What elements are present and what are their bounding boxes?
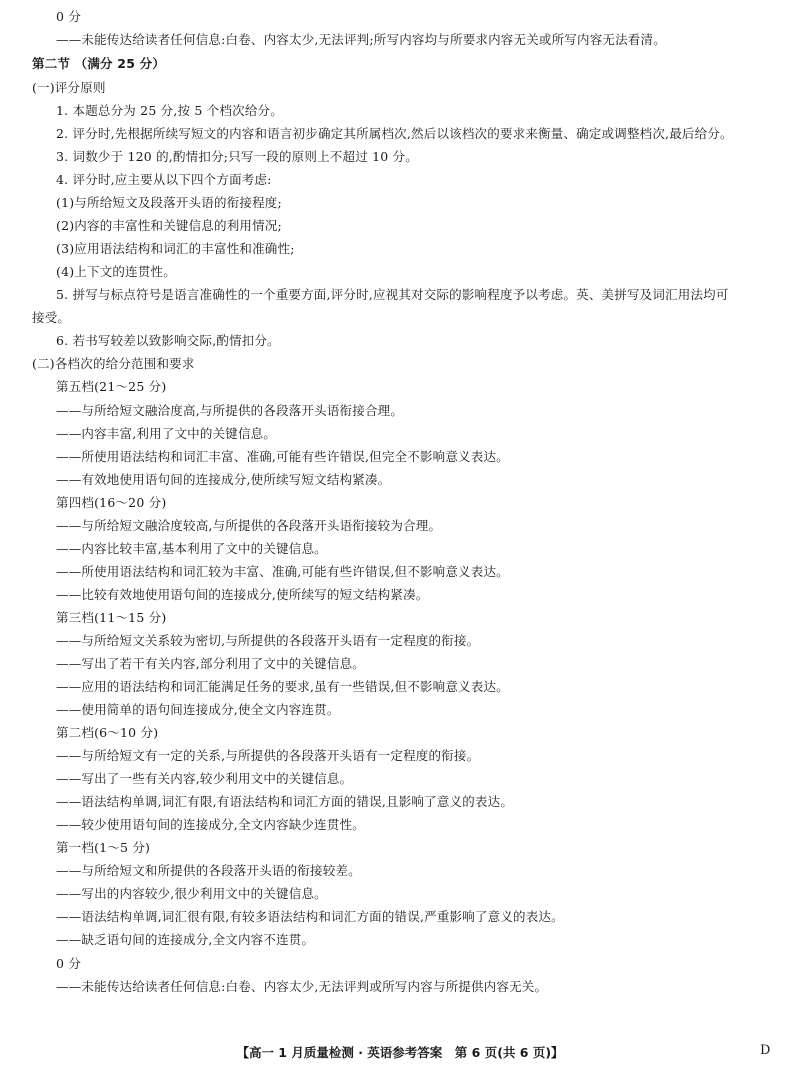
- principle-item: 4. 评分时,应主要从以下四个方面考虑:: [56, 172, 272, 187]
- criteria-line: ——未能传达给读者任何信息:白卷、内容太少,无法评判;所写内容均与所要求内容无关或所写内容无法看清。: [56, 32, 666, 47]
- grade-criterion: ——写出了一些有关内容,较少利用文中的关键信息。: [56, 771, 353, 786]
- grade-criterion: ——内容比较丰富,基本利用了文中的关键信息。: [56, 541, 327, 556]
- section-heading: 第二节 （满分 25 分）: [32, 56, 166, 71]
- grade-heading: 第二档(6～10 分): [56, 725, 159, 740]
- grade-criterion: ——有效地使用语句间的连接成分,使所续写短文结构紧凑。: [56, 472, 391, 487]
- grade-heading: 第一档(1～5 分): [56, 840, 151, 855]
- grade-criterion: ——语法结构单调,词汇有限,有语法结构和词汇方面的错误,且影响了意义的表达。: [56, 794, 514, 809]
- page-footer: 【高一 1 月质量检测 · 英语参考答案 第 6 页(共 6 页)】: [236, 1045, 564, 1060]
- grade-heading: 第五档(21～25 分): [56, 379, 167, 394]
- principle-item: 6. 若书写较差以致影响交际,酌情扣分。: [56, 333, 280, 348]
- grade-criterion: ——写出的内容较少,很少利用文中的关键信息。: [56, 886, 327, 901]
- grade-criterion: ——语法结构单调,词汇很有限,有较多语法结构和词汇方面的错误,严重影响了意义的表达。: [56, 909, 564, 924]
- score-zero-label: 0 分: [56, 956, 82, 971]
- principle-item: 5. 拼写与标点符号是语言准确性的一个重要方面,评分时,应视其对交际的影响程度予以考虑。英、美拼写及词汇用法均可: [56, 287, 729, 302]
- grade-criterion: ——写出了若干有关内容,部分利用了文中的关键信息。: [56, 656, 365, 671]
- principle-item: 2. 评分时,先根据所续写短文的内容和语言初步确定其所属档次,然后以该档次的要求来衡量、确定或调整档次,最后给分。: [56, 126, 733, 141]
- grade-criterion: ——与所给短文融洽度高,与所提供的各段落开头语衔接合理。: [56, 403, 404, 418]
- grade-criterion: ——未能传达给读者任何信息:白卷、内容太少,无法评判或所写内容与所提供内容无关。: [56, 979, 548, 994]
- grade-criterion: ——与所给短文融洽度较高,与所提供的各段落开头语衔接较为合理。: [56, 518, 442, 533]
- grade-heading: 第四档(16～20 分): [56, 495, 167, 510]
- grade-criterion: ——较少使用语句间的连接成分,全文内容缺少连贯性。: [56, 817, 365, 832]
- consideration-item: (4)上下文的连贯性。: [56, 264, 176, 279]
- subsection-heading: (一)评分原则: [32, 80, 106, 95]
- grade-criterion: ——所使用语法结构和词汇较为丰富、准确,可能有些许错误,但不影响意义表达。: [56, 564, 509, 579]
- principle-item-continuation: 接受。: [32, 310, 71, 325]
- score-zero-label: 0 分: [56, 9, 82, 24]
- paper-version-letter: D: [760, 1043, 771, 1058]
- grade-criterion: ——与所给短文关系较为密切,与所提供的各段落开头语有一定程度的衔接。: [56, 633, 480, 648]
- subsection-heading: (二)各档次的给分范围和要求: [32, 356, 195, 371]
- grade-criterion: ——比较有效地使用语句间的连接成分,使所续写的短文结构紧凑。: [56, 587, 429, 602]
- consideration-item: (3)应用语法结构和词汇的丰富性和准确性;: [56, 241, 295, 256]
- grade-criterion: ——使用简单的语句间连接成分,使全文内容连贯。: [56, 702, 340, 717]
- consideration-item: (1)与所给短文及段落开头语的衔接程度;: [56, 195, 282, 210]
- grade-criterion: ——内容丰富,利用了文中的关键信息。: [56, 426, 277, 441]
- grade-heading: 第三档(11～15 分): [56, 610, 167, 625]
- grade-criterion: ——所使用语法结构和词汇丰富、准确,可能有些许错误,但完全不影响意义表达。: [56, 449, 509, 464]
- grade-criterion: ——与所给短文有一定的关系,与所提供的各段落开头语有一定程度的衔接。: [56, 748, 480, 763]
- principle-item: 3. 词数少于 120 的,酌情扣分;只写一段的原则上不超过 10 分。: [56, 149, 418, 164]
- grade-criterion: ——应用的语法结构和词汇能满足任务的要求,虽有一些错误,但不影响意义表达。: [56, 679, 509, 694]
- grade-criterion: ——与所给短文和所提供的各段落开头语的衔接较差。: [56, 863, 361, 878]
- grade-criterion: ——缺乏语句间的连接成分,全文内容不连贯。: [56, 932, 315, 947]
- consideration-item: (2)内容的丰富性和关键信息的利用情况;: [56, 218, 282, 233]
- principle-item: 1. 本题总分为 25 分,按 5 个档次给分。: [56, 103, 283, 118]
